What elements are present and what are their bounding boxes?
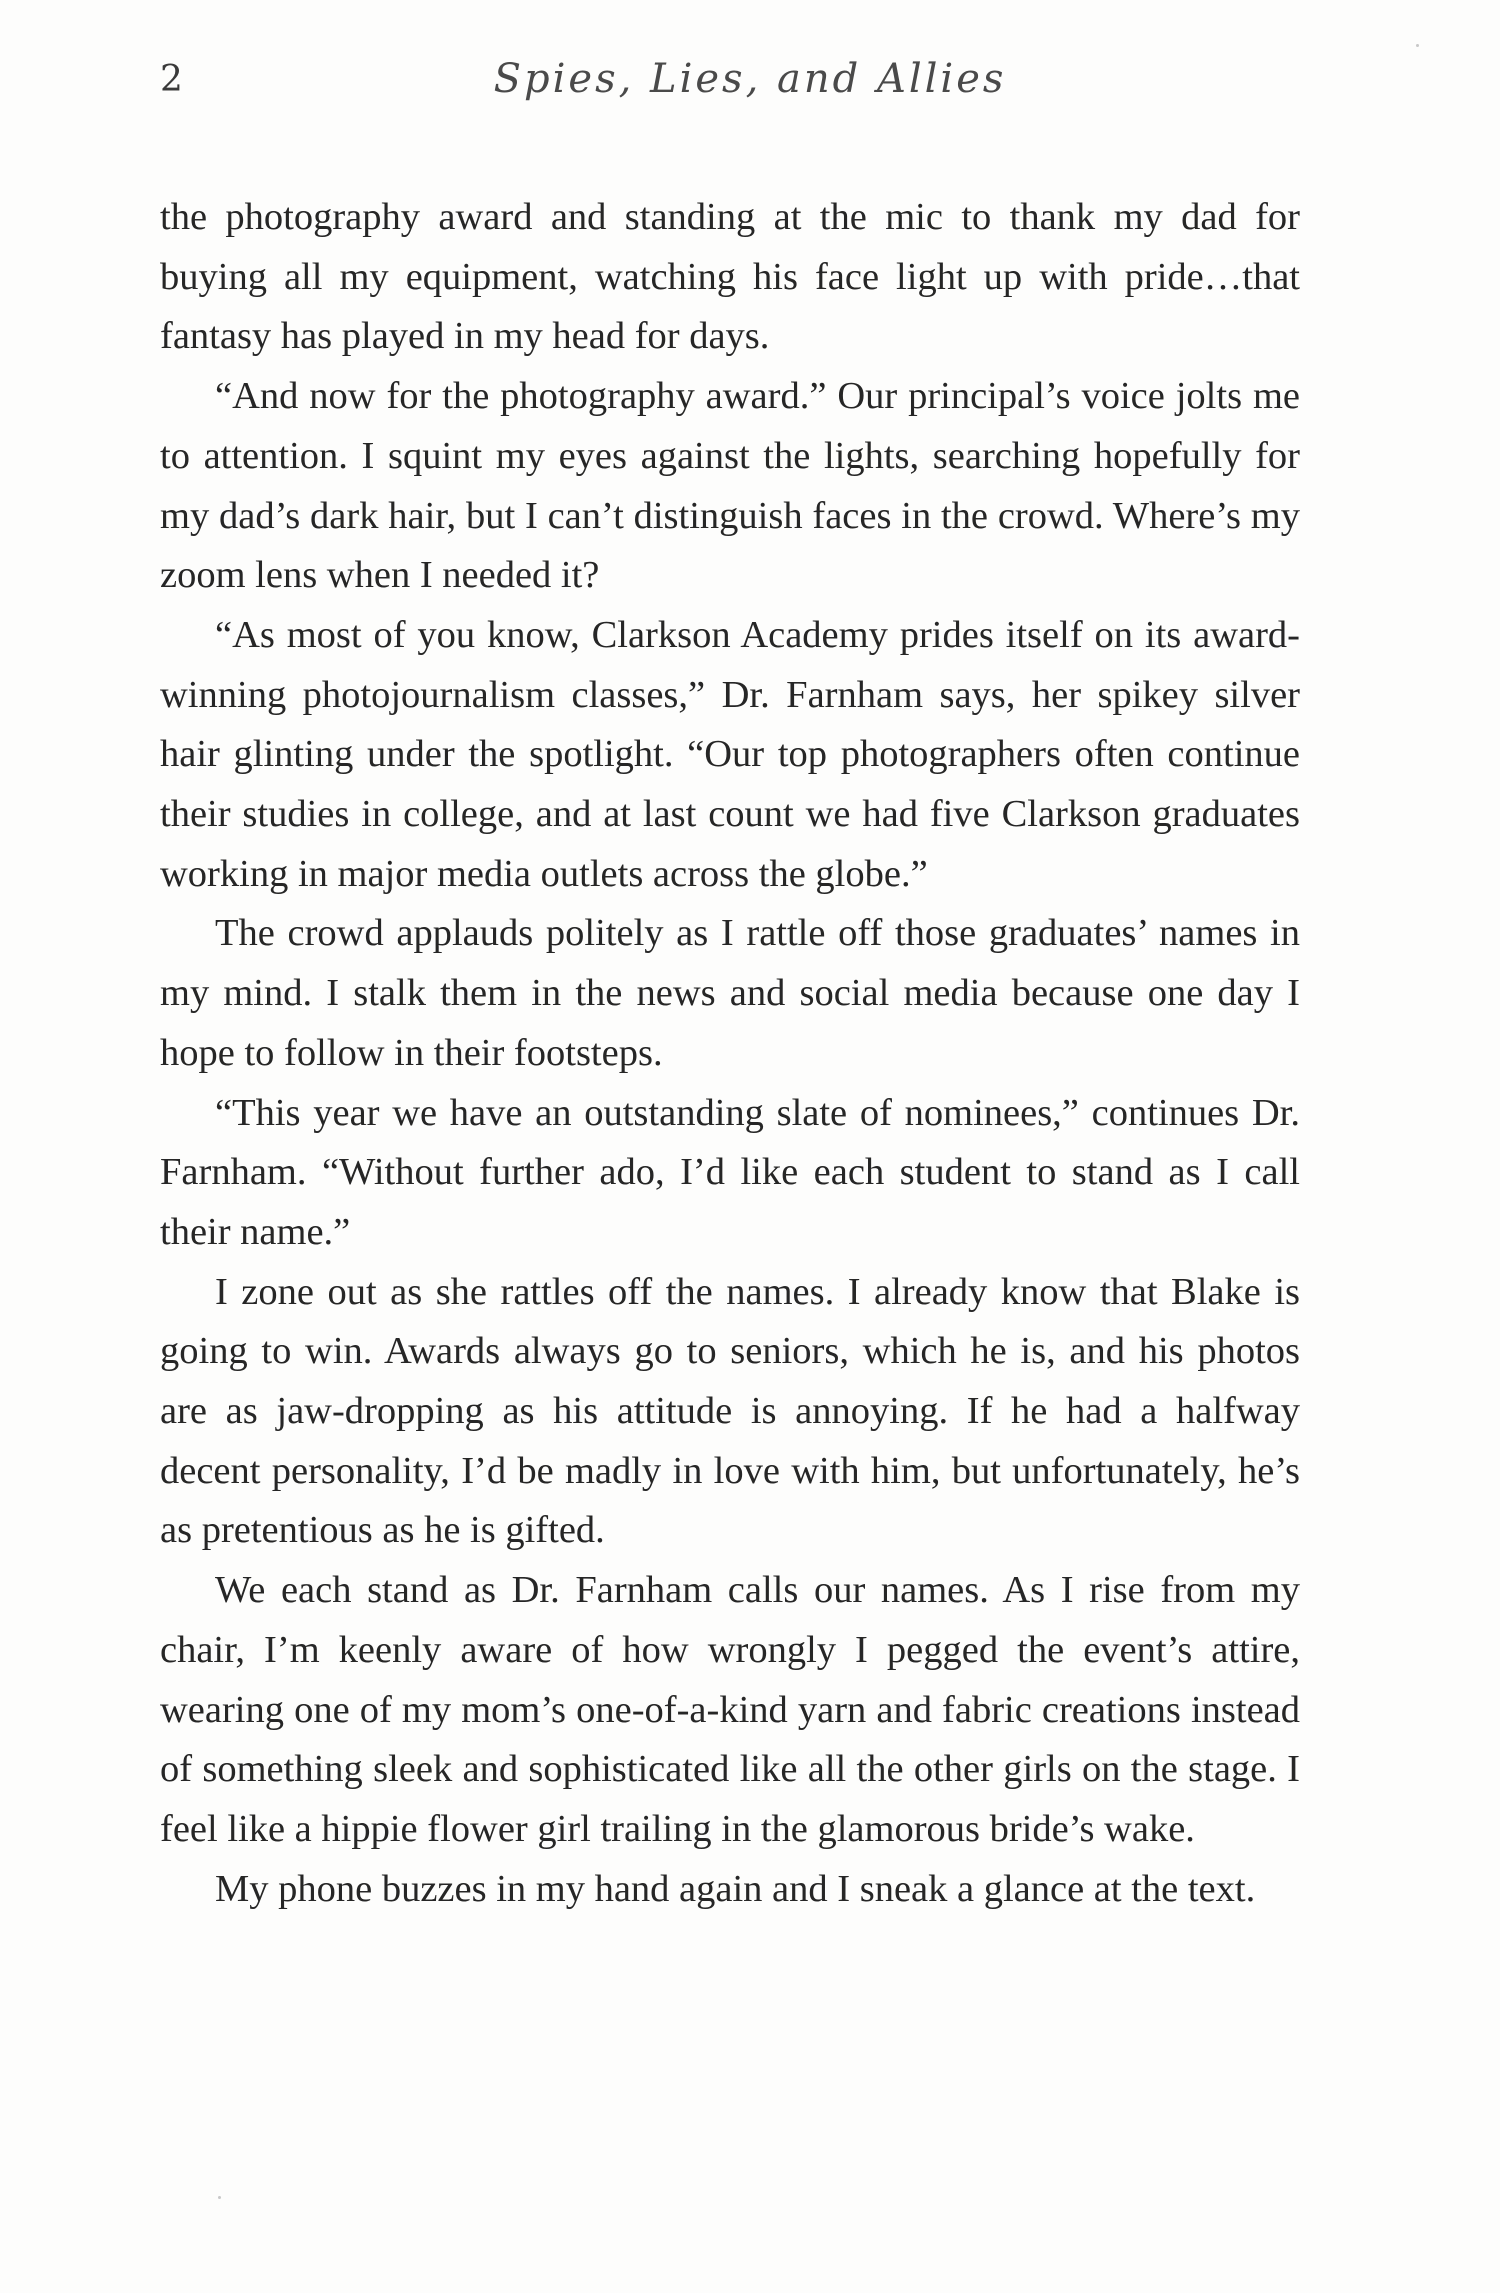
paragraph: My phone buzzes in my hand again and I sneak a glance at the text. (215, 1867, 1256, 1910)
paragraph: The crowd applauds politely as I rattle off those graduates’ names in my mind. I stalk them in the news and social media because one day I hope to follow in their footsteps. (160, 912, 1300, 1074)
paragraph: I zone out as she rattles off the names. I already know that Blake is going to win. Awards always go to seniors, which he is, and his photos are as jaw-dropping as his attitude is annoying. If he had a halfway decent personality, I’d be madly in love with him, but unfortunately, he’s as pretentious as he is gifted. (160, 1270, 1300, 1552)
paper-speck (1416, 44, 1419, 47)
body-text (160, 188, 1300, 1919)
paragraph: “This year we have an outstanding slate of nominees,” continues Dr. Farnham. “Without further ado, I’d like each student to stand as I call their name.” (160, 1091, 1300, 1253)
paragraph: “And now for the photography award.” Our principal’s voice jolts me to attention. I squint my eyes against the lights, searching hopefully for my dad’s dark hair, but I can’t distinguish faces in the crowd. Where’s my zoom lens when I needed it? (160, 375, 1300, 597)
paragraph: “As most of you know, Clarkson Academy prides itself on its award-winning photojournalism classes,” Dr. Farnham says, her spikey silver hair glinting under the spotlight. “Our top photographers often continue their studies in college, and at last count we had five Clarkson graduates working in major media outlets across the globe.” (160, 613, 1300, 895)
paragraph: We each stand as Dr. Farnham calls our names. As I rise from my chair, I’m keenly aware of how wrongly I pegged the event’s attire, wearing one of my mom’s one-of-a-kind yarn and fabric creations instead of something sleek and sophisticated like all the other girls on the stage. I feel like a hippie flower girl trailing in the glamorous bride’s wake. (160, 1569, 1300, 1850)
page-number: 2 (160, 59, 183, 100)
paragraph: the photography award and standing at the mic to thank my dad for buying all my equipment, watching his face light up with pride…that fantasy has played in my head for days. (160, 196, 1300, 358)
paper-speck (218, 2196, 221, 2199)
running-title: Spies, Lies, and Allies (493, 56, 1007, 102)
